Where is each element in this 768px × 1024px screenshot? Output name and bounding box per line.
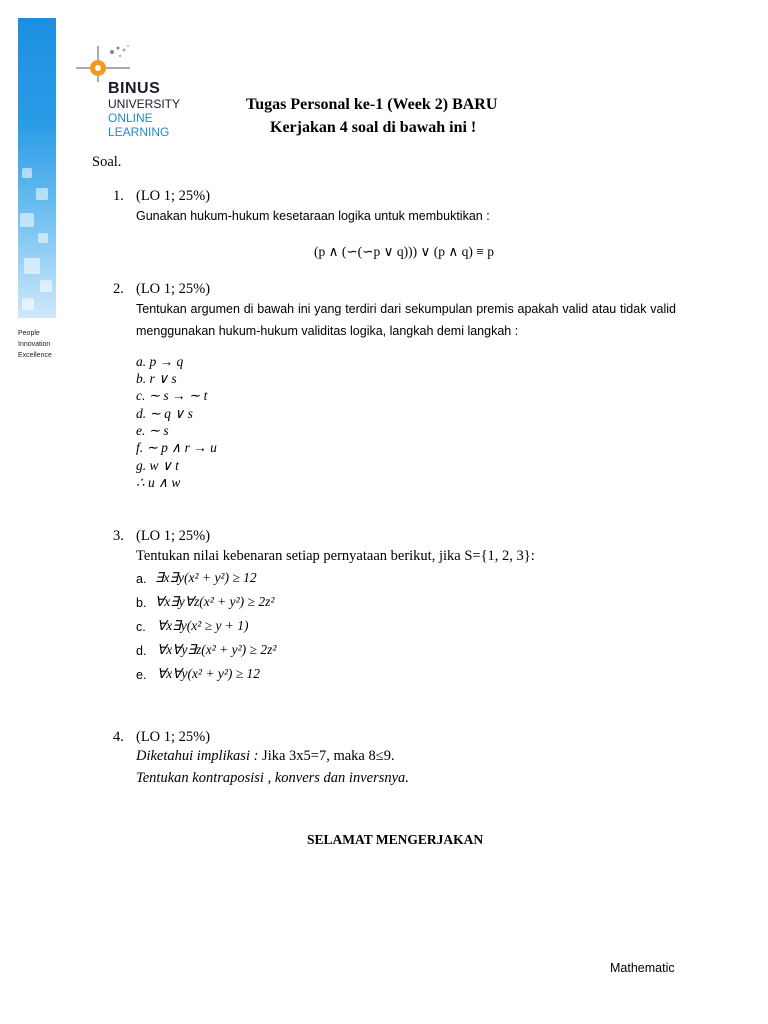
- q3-item-d-expr: ∀x∀y∃z(x² + y²) ≥ 2z²: [157, 642, 277, 657]
- q2-premise-g: g. w ∨ t: [136, 458, 179, 473]
- q3-item-e-expr: ∀x∀y(x² + y²) ≥ 12: [157, 666, 261, 681]
- binus-logo: [72, 38, 192, 143]
- tagline-people: People: [18, 330, 40, 337]
- q2-instruction: Tentukan argumen di bawah ini yang terdiri dari sekumpulan premis apakah valid atau tidak valid menggunakan hukum-hukum validitas logika, langkah demi langkah :: [136, 302, 676, 338]
- q3-item-c-label: c.: [136, 620, 146, 634]
- q1-formula: (p ∧ (∽(∽p ∨ q))) ∨ (p ∧ q) ≡ p: [314, 244, 494, 259]
- page-subtitle: Kerjakan 4 soal di bawah ini !: [270, 119, 477, 136]
- logo-learning: LEARNING: [108, 125, 170, 139]
- q2-premise-c: c. ∼ s → ∼ t: [136, 388, 208, 403]
- closing-text: SELAMAT MENGERJAKAN: [307, 832, 484, 847]
- q3-number: 3.: [113, 528, 124, 544]
- tagline-excellence: Excellence: [18, 352, 52, 359]
- q2-premise-a: a. p → q: [136, 354, 184, 369]
- q2-conclusion: ∴ u ∧ w: [136, 475, 181, 490]
- q2-premise-d: d. ∼ q ∨ s: [136, 406, 193, 421]
- q4-number: 4.: [113, 729, 124, 745]
- logo-mark-icon: [72, 38, 142, 83]
- q3-lo: (LO 1; 25%): [136, 528, 211, 544]
- q2-premise-f: f. ∼ p ∧ r → u: [136, 440, 217, 455]
- q3-item-d-label: d.: [136, 644, 147, 658]
- q3-item-c-expr: ∀x∃y(x² ≥ y + 1): [157, 618, 249, 633]
- q3-item-e-label: e.: [136, 668, 147, 682]
- q2-lo: (LO 1; 25%): [136, 281, 211, 297]
- footer-label: Mathematic: [610, 961, 675, 975]
- q1-lo: (LO 1; 25%): [136, 188, 211, 204]
- q2-premise-e: e. ∼ s: [136, 423, 169, 438]
- q4-line2: Tentukan kontraposisi , konvers dan inversnya.: [136, 770, 409, 786]
- soal-label: Soal.: [92, 154, 122, 170]
- q3-instruction: Tentukan nilai kebenaran setiap pernyataan berikut, jika S={1, 2, 3}:: [136, 548, 535, 564]
- q4-lo: (LO 1; 25%): [136, 729, 211, 745]
- sidebar-decoration: [18, 18, 56, 318]
- tagline: [18, 328, 52, 361]
- q3-item-a-expr: ∃x∃y(x² + y²) ≥ 12: [155, 570, 257, 585]
- tagline-innovation: Innovation: [18, 341, 51, 348]
- q4-line1-italic: Diketahui implikasi :: [136, 748, 259, 764]
- q2-premise-b: b. r ∨ s: [136, 371, 177, 386]
- logo-binus: BINUS: [108, 80, 161, 97]
- q1-number: 1.: [113, 188, 124, 204]
- q3-item-b-label: b.: [136, 596, 147, 610]
- q4-line1-plain: Jika 3x5=7, maka 8≤9.: [258, 748, 395, 764]
- q4-line1: [136, 748, 395, 765]
- logo-university: UNIVERSITY: [108, 97, 181, 111]
- q2-number: 2.: [113, 281, 124, 297]
- q3-item-a-label: a.: [136, 572, 147, 586]
- q3-item-b-expr: ∀x∃y∀z(x² + y²) ≥ 2z²: [155, 594, 275, 609]
- q1-instruction: Gunakan hukum-hukum kesetaraan logika untuk membuktikan :: [136, 209, 490, 223]
- page-title: Tugas Personal ke-1 (Week 2) BARU: [246, 96, 498, 113]
- logo-online: ONLINE: [108, 111, 153, 125]
